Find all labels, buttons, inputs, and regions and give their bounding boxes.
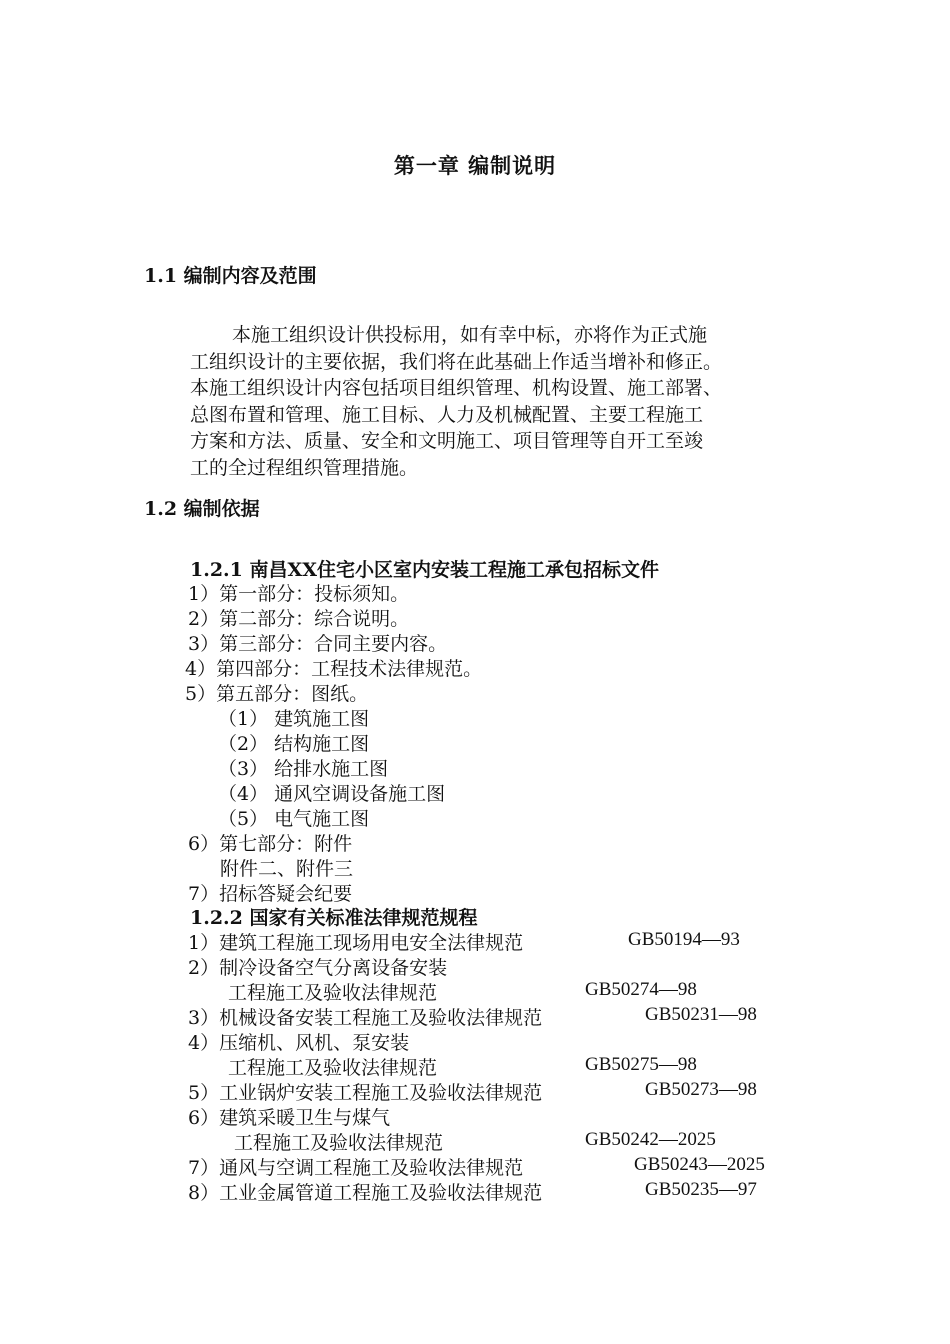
standard-code: GB50273—98 [645,1079,757,1100]
standard-item-continued: 工程施工及验收法律规范 [228,1057,438,1079]
list-item: 附件二、附件三 [220,858,354,880]
intro-line: 工的全过程组织管理措施。 [190,456,419,479]
standard-item: 7）通风与空调工程施工及验收法律规范 [188,1157,524,1179]
intro-line: 总图布置和管理、施工目标、人力及机械配置、主要工程施工 [190,403,704,426]
list-item: 7）招标答疑会纪要 [188,883,353,905]
chapter-title: 第一章 编制说明 [393,153,557,178]
list-item: （4） 通风空调设备施工图 [218,783,446,805]
standard-item-continued: 工程施工及验收法律规范 [234,1132,444,1154]
list-item: （3） 给排水施工图 [218,758,389,780]
intro-paragraph [190,322,830,482]
standard-item: 5）工业锅炉安装工程施工及验收法律规范 [188,1082,543,1104]
intro-line: 方案和方法、质量、安全和文明施工、项目管理等自开工至竣 [190,430,704,453]
list-item: （5） 电气施工图 [218,808,370,830]
standard-item: 8）工业金属管道工程施工及验收法律规范 [188,1182,543,1204]
standard-code: GB50243—2025 [634,1154,765,1175]
standard-code: GB50274—98 [585,979,697,1000]
section-heading-1-1: 1.1 编制内容及范围 [144,265,317,287]
standard-item: 4）压缩机、风机、泵安装 [188,1032,410,1054]
standard-code: GB50231—98 [645,1004,757,1025]
intro-line: 本施工组织设计内容包括项目组织管理、机构设置、施工部署、 [190,377,723,400]
subsection-heading-1-2-1: 1.2.1 南昌XX住宅小区室内安装工程施工承包招标文件 [190,559,659,581]
list-item: 1）第一部分：投标须知。 [188,583,410,605]
list-item: 5）第五部分：图纸。 [185,683,369,705]
list-item: 4）第四部分：工程技术法律规范。 [185,658,483,680]
standard-item: 2）制冷设备空气分离设备安装 [188,957,448,979]
standard-item-continued: 工程施工及验收法律规范 [228,982,438,1004]
subsection-heading-1-2-2: 1.2.2 国家有关标准法律规范规程 [190,907,478,929]
intro-line: 本施工组织设计供投标用，如有幸中标，亦将作为正式施 [232,324,708,346]
standard-item: 6）建筑采暖卫生与煤气 [188,1107,391,1129]
standard-code: GB50275—98 [585,1054,697,1075]
intro-line: 工组织设计的主要依据，我们将在此基础上作适当增补和修正。 [190,350,723,373]
list-item: 3）第三部分：合同主要内容。 [188,633,448,655]
standard-code: GB50242—2025 [585,1129,716,1150]
section-heading-1-2: 1.2 编制依据 [144,498,260,520]
list-item: 2）第二部分：综合说明。 [188,608,410,630]
standard-item: 1）建筑工程施工现场用电安全法律规范 [188,932,524,954]
list-item: （1） 建筑施工图 [218,708,370,730]
standard-code: GB50194—93 [628,929,740,950]
standard-item: 3）机械设备安装工程施工及验收法律规范 [188,1007,543,1029]
standard-code: GB50235—97 [645,1179,757,1200]
list-item: （2） 结构施工图 [218,733,370,755]
list-item: 6）第七部分：附件 [188,833,353,855]
